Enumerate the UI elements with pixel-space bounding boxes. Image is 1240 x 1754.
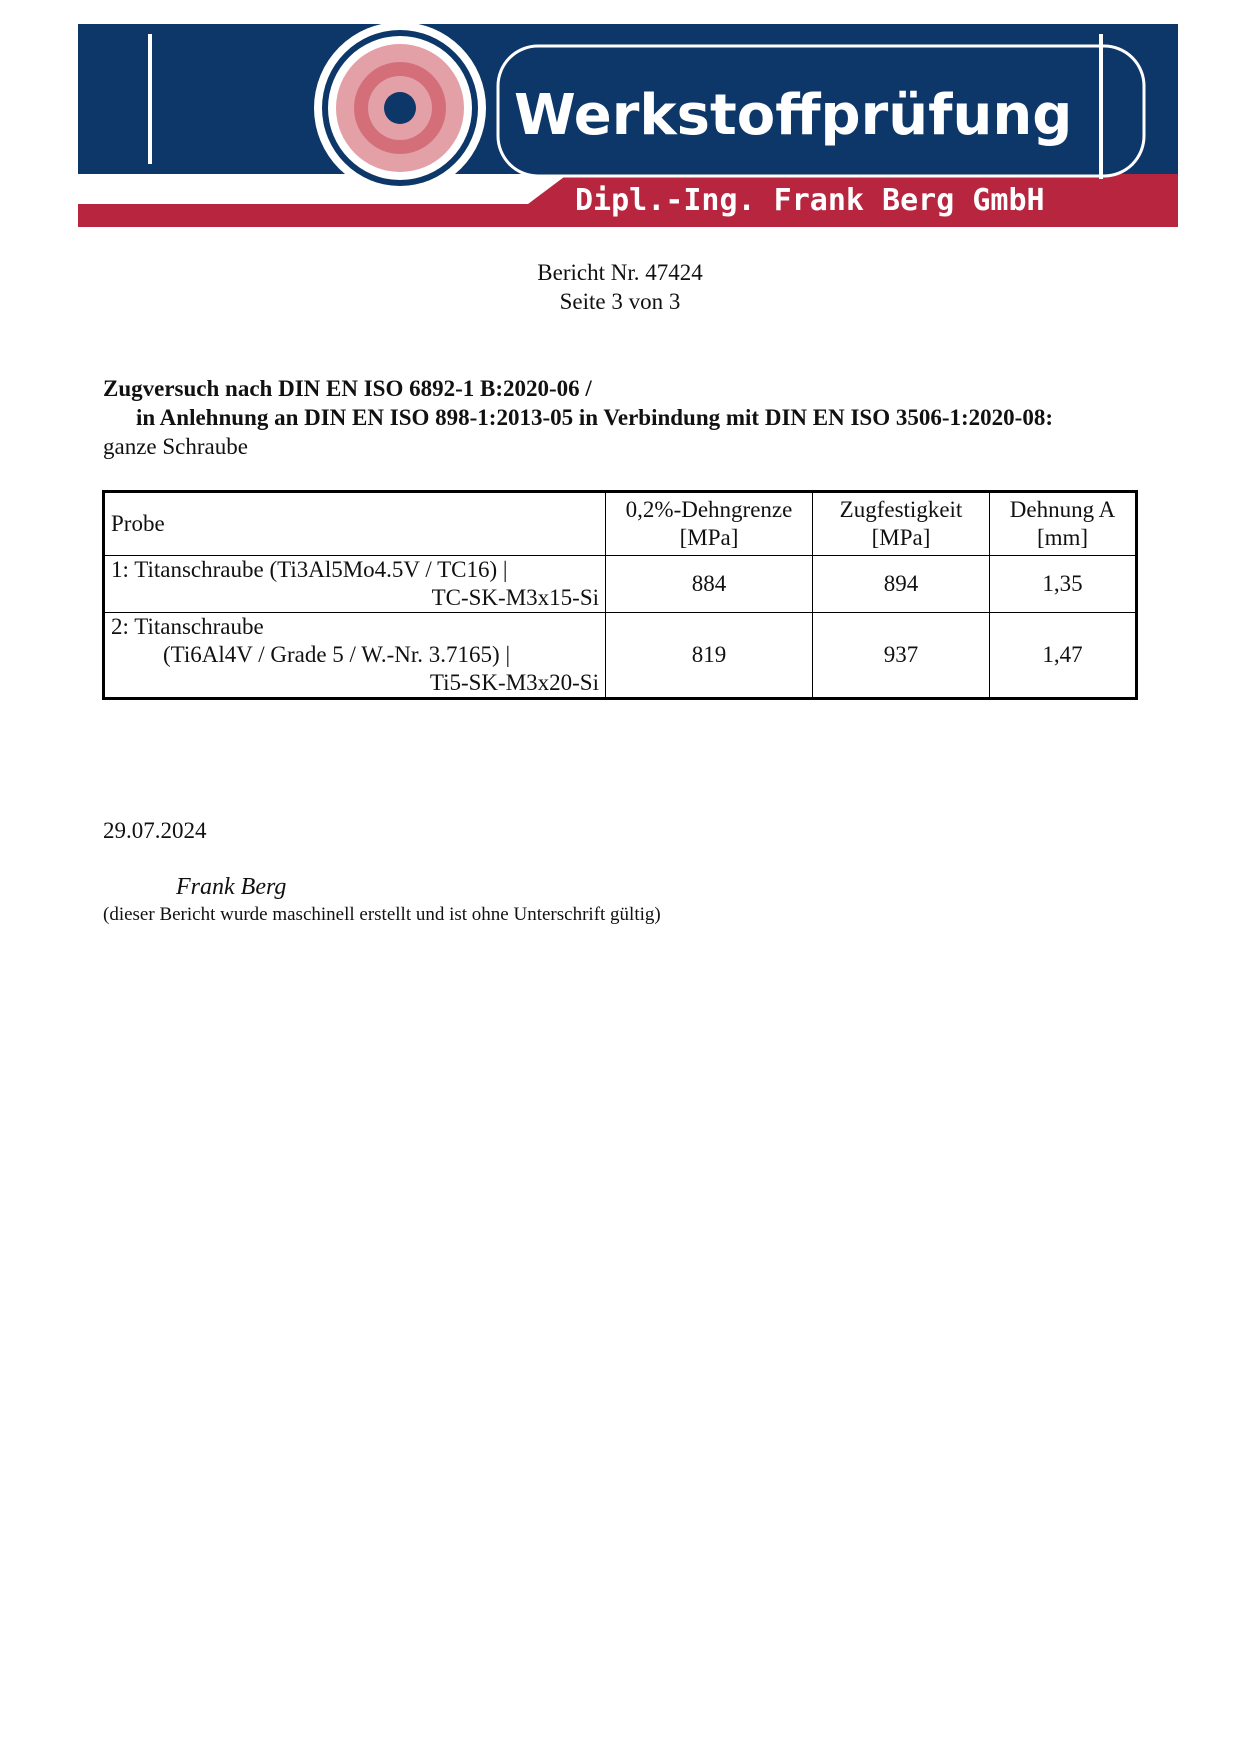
page-number: Seite 3 von 3	[559, 289, 681, 314]
probe-line: (Ti6Al4V / Grade 5 / W.-Nr. 3.7165) |	[163, 642, 511, 667]
table-row	[104, 613, 1137, 699]
dehnung-value: 1,47	[990, 613, 1137, 699]
header-dehngrenze	[606, 492, 813, 556]
dehnung-value: 1,35	[990, 556, 1137, 613]
title-line-3: ganze Schraube	[103, 434, 248, 459]
report-meta	[0, 258, 1240, 316]
header-dehngrenze-unit: [MPa]	[679, 525, 739, 550]
header-probe: Probe	[104, 492, 606, 556]
header-dehnung-unit: [mm]	[1036, 525, 1089, 550]
header-dehnung	[990, 492, 1137, 556]
zugfestigkeit-value: 937	[813, 613, 990, 699]
title-line-1: Zugversuch nach DIN EN ISO 6892-1 B:2020-06 /	[103, 376, 592, 401]
dehngrenze-value: 884	[606, 556, 813, 613]
table-row	[104, 556, 1137, 613]
signature: Frank Berg	[176, 874, 287, 900]
probe-line: TC-SK-M3x15-Si	[431, 585, 599, 610]
table-header-row	[104, 492, 1137, 556]
header-zugfestigkeit	[813, 492, 990, 556]
report-date: 29.07.2024	[103, 818, 207, 843]
probe-line: Ti5-SK-M3x20-Si	[429, 670, 599, 695]
probe-line: 2: Titanschraube	[111, 614, 264, 639]
title-line-2: in Anlehnung an DIN EN ISO 898-1:2013-05 in Verbindung mit DIN EN ISO 3506-1:2020-08:	[136, 405, 1053, 430]
probe-line: 1: Titanschraube (Ti3Al5Mo4.5V / TC16) |	[111, 557, 508, 582]
signature-note: (dieser Bericht wurde maschinell erstellt und ist ohne Unterschrift gültig)	[103, 904, 661, 925]
header-zugfestigkeit-unit: [MPa]	[871, 525, 931, 550]
probe-cell	[104, 556, 606, 613]
dehngrenze-value: 819	[606, 613, 813, 699]
company-logo-banner	[78, 24, 1178, 227]
company-subtitle: Dipl.-Ing. Frank Berg GmbH	[575, 183, 1045, 218]
test-title	[103, 374, 1183, 461]
header-zugfestigkeit-label: Zugfestigkeit	[839, 497, 963, 522]
header-dehnung-label: Dehnung A	[1009, 497, 1116, 522]
company-name: Werkstoffprüfung	[514, 83, 1073, 148]
probe-cell	[104, 613, 606, 699]
results-table	[102, 490, 1138, 700]
header-dehngrenze-label: 0,2%-Dehngrenze	[625, 497, 793, 522]
zugfestigkeit-value: 894	[813, 556, 990, 613]
report-number: Bericht Nr. 47424	[537, 260, 703, 285]
